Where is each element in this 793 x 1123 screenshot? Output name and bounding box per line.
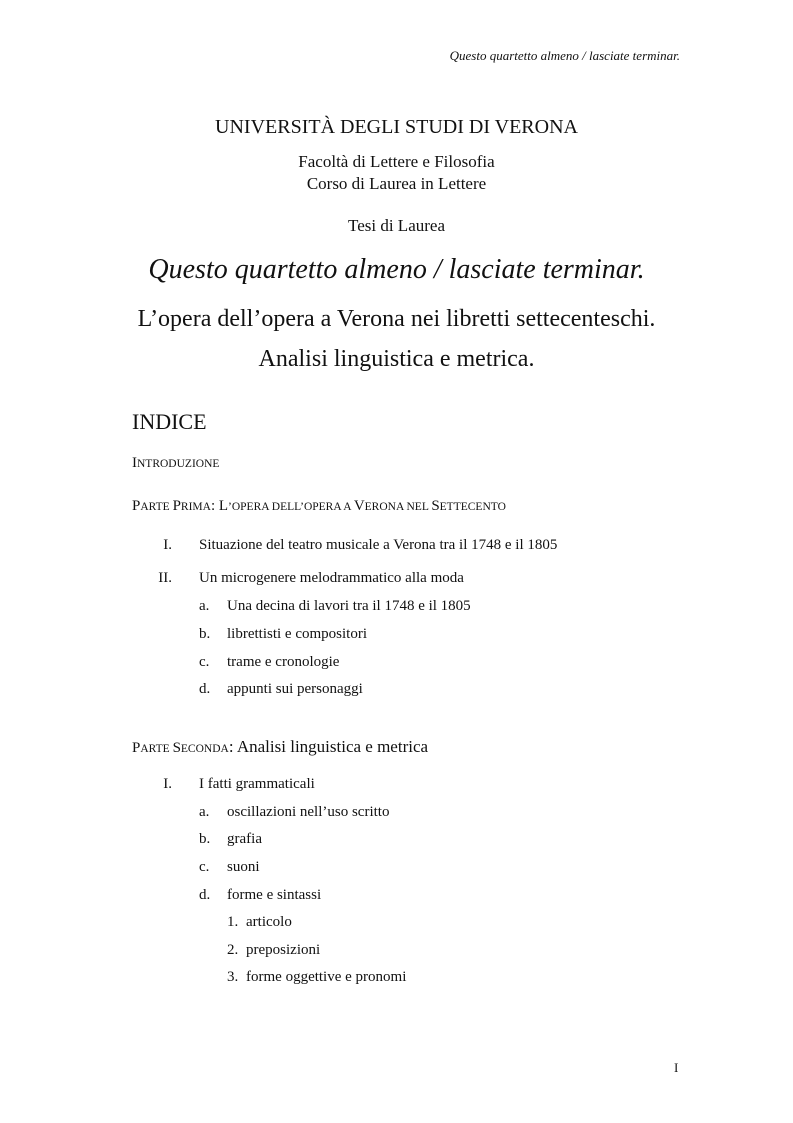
thesis-type: Tesi di Laurea (348, 216, 445, 235)
part-two-heading: PARTE SECONDA: Analisi linguistica e metrica (132, 737, 429, 756)
thesis-subtitle-2: Analisi linguistica e metrica. (258, 346, 535, 372)
index-heading: INDICE (132, 409, 207, 434)
part-one-heading: PARTE PRIMA: L’OPERA DELL’OPERA A VERONA NEL SETTECENTO (132, 498, 506, 514)
thesis-title: Questo quartetto almeno / lasciate terminar. (148, 254, 645, 285)
section-letter: a. (199, 804, 210, 820)
section-title: forme e sintassi (227, 887, 322, 903)
section-letter: d. (199, 681, 211, 697)
section-letter: b. (199, 831, 211, 847)
chapter-number: I. (163, 537, 172, 553)
section-title: Una decina di lavori tra il 1748 e il 1805 (227, 598, 471, 614)
section-title: suoni (227, 859, 260, 875)
subsection-number: 3. (227, 969, 239, 985)
subsection-title: preposizioni (246, 942, 321, 958)
section-letter: a. (199, 598, 210, 614)
subsection-title: forme oggettive e pronomi (246, 969, 407, 985)
university-name: UNIVERSITÀ DEGLI STUDI DI VERONA (215, 116, 578, 138)
section-title: appunti sui personaggi (227, 681, 363, 697)
subsection-number: 1. (227, 914, 239, 930)
faculty-name: Facoltà di Lettere e Filosofia (298, 152, 495, 171)
chapter-title: Situazione del teatro musicale a Verona tra il 1748 e il 1805 (199, 537, 558, 553)
thesis-subtitle: L’opera dell’opera a Verona nei libretti settecenteschi. (137, 306, 656, 332)
section-title: grafia (227, 831, 262, 847)
index-entry-introduction: INTRODUZIONE (132, 455, 220, 471)
section-letter: b. (199, 626, 211, 642)
section-letter: c. (199, 859, 210, 875)
section-title: trame e cronologie (227, 654, 340, 670)
page-number: I (674, 1060, 679, 1075)
chapter-number: II. (158, 570, 172, 586)
chapter-number: I. (163, 776, 172, 792)
section-title: oscillazioni nell’uso scritto (227, 804, 390, 820)
chapter-title: I fatti grammaticali (199, 776, 315, 792)
section-title: librettisti e compositori (227, 626, 367, 642)
subsection-title: articolo (246, 914, 292, 930)
running-header: Questo quartetto almeno / lasciate terminar. (449, 48, 680, 63)
chapter-title: Un microgenere melodrammatico alla moda (199, 570, 464, 586)
section-letter: d. (199, 887, 211, 903)
course-name: Corso di Laurea in Lettere (306, 174, 487, 193)
subsection-number: 2. (227, 942, 239, 958)
section-letter: c. (199, 654, 210, 670)
